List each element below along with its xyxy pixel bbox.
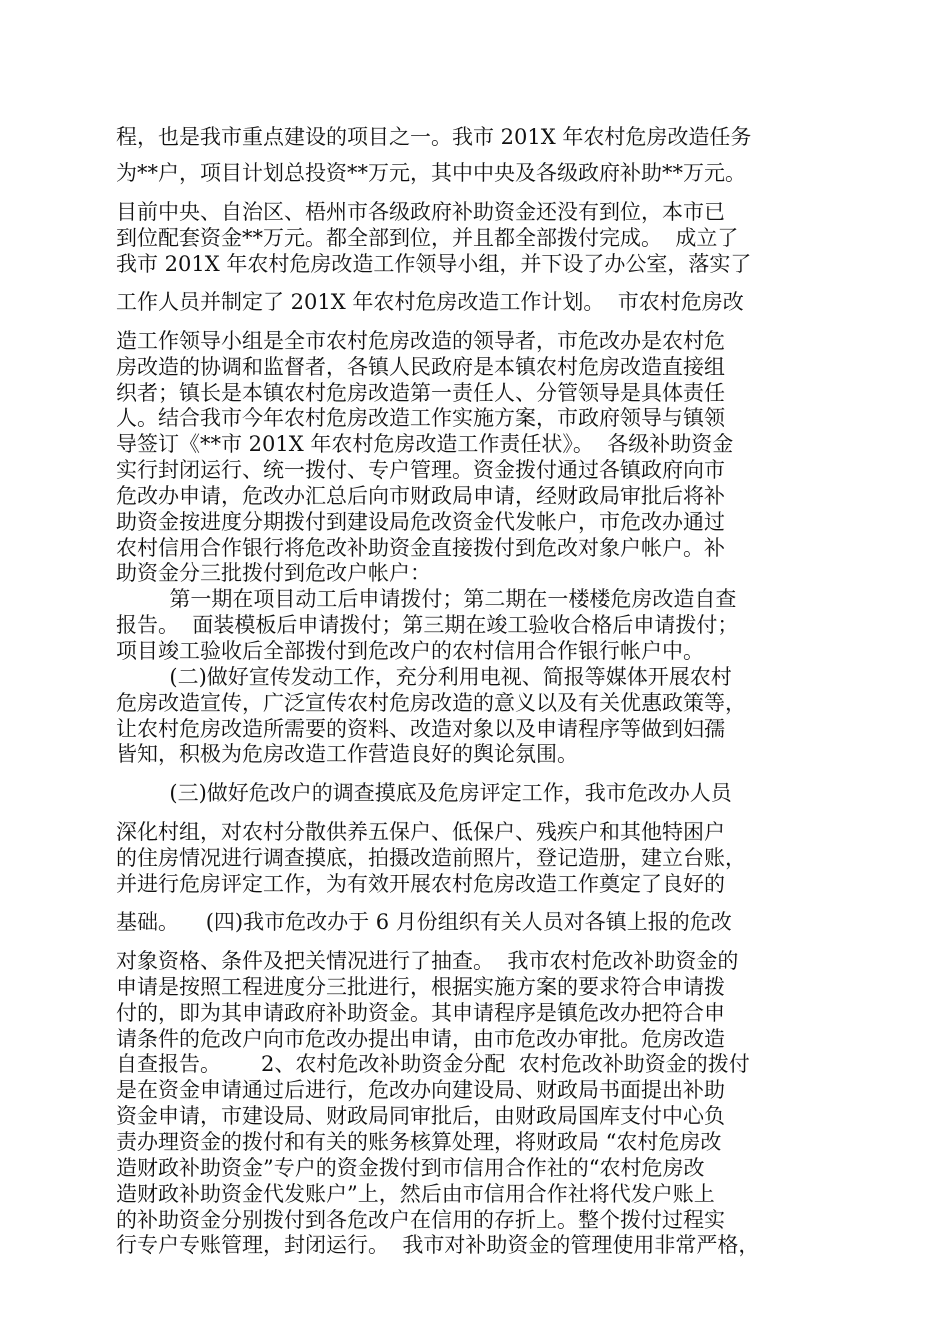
text-line: 的补助资金分别拨付到各危改户在信用的存折上。整个拨付过程实 (116, 1208, 725, 1232)
text-line: 织者；镇长是本镇农村危房改造第一责任人、分管领导是具体责任 (116, 381, 725, 405)
text-line: 资金申请，市建设局、财政局同审批后，由财政局国库支付中心负 (116, 1104, 725, 1128)
text-line: 并进行危房评定工作，为有效开展农村危房改造工作奠定了良好的 (116, 872, 725, 896)
text-line: 到位配套资金**万元。都全部到位，并且都全部拨付完成。 成立了 (116, 226, 739, 250)
text-line: 皆知，积极为危房改造工作营造良好的舆论氛围。 (116, 742, 578, 766)
text-line: 行专户专账管理，封闭运行。 我市对补助资金的管理使用非常严格， (116, 1233, 760, 1257)
text-line: 造财政补助资金代发账户”上，然后由市信用合作社将代发户账上 (116, 1182, 715, 1206)
text-line: 危改办申请，危改办汇总后向市财政局申请，经财政局审批后将补 (116, 484, 725, 508)
text-line: 危房改造宣传，广泛宣传农村危房改造的意义以及有关优惠政策等， (116, 691, 746, 715)
text-line: 责办理资金的拨付和有关的账务核算处理，将财政局 “农村危房改 (116, 1130, 722, 1154)
text-line: 造财政补助资金”专户的资金拨付到市信用合作社的“农村危房改 (116, 1156, 705, 1180)
text-line: 为**户，项目计划总投资**万元，其中中央及各级政府补助**万元。 (116, 161, 746, 185)
text-line: 我市 201X 年农村危房改造工作领导小组，并下设了办公室，落实了 (116, 252, 752, 276)
text-line: 人。结合我市今年农村危房改造工作实施方案，市政府领导与镇领 (116, 406, 725, 430)
text-line: 基础。 (四)我市危改办于 6 月份组织有关人员对各镇上报的危改 (116, 910, 732, 934)
text-line: 助资金按进度分期拨付到建设局危改资金代发帐户，市危改办通过 (116, 510, 725, 534)
text-line: 助资金分三批拨付到危改户帐户： (116, 561, 431, 585)
text-line: 农村信用合作银行将危改补助资金直接拨付到危改对象户帐户。补 (116, 536, 725, 560)
text-line: 程，也是我市重点建设的项目之一。我市 201X 年农村危房改造任务 (116, 125, 752, 149)
text-line: (二)做好宣传发动工作，充分利用电视、简报等媒体开展农村 (116, 665, 732, 689)
text-line: 申请是按照工程进度分三批进行，根据实施方案的要求符合申请拨 (116, 975, 725, 999)
text-line: 让农村危房改造所需要的资料、改造对象以及申请程序等做到妇孺 (116, 717, 725, 741)
text-line: 实行封闭运行、统一拨付、专户管理。资金拨付通过各镇政府向市 (116, 458, 725, 482)
text-line: 目前中央、自治区、梧州市各级政府补助资金还没有到位，本市已 (116, 200, 725, 224)
text-line: 付的，即为其申请政府补助资金。其申请程序是镇危改办把符合申 (116, 1001, 725, 1025)
text-line: 对象资格、条件及把关情况进行了抽查。 我市农村危改补助资金的 (116, 949, 739, 973)
text-line: 深化村组，对农村分散供养五保户、低保户、残疾户和其他特困户 (116, 820, 725, 844)
text-line: (三)做好危改户的调查摸底及危房评定工作，我市危改办人员 (116, 781, 732, 805)
text-line: 是在资金申请通过后进行，危改办向建设局、财政局书面提出补助 (116, 1078, 725, 1102)
text-line: 第一期在项目动工后申请拨付；第二期在一楼楼危房改造自查 (116, 587, 737, 611)
text-line: 造工作领导小组是全市农村危房改造的领导者，市危改办是农村危 (116, 329, 725, 353)
text-line: 的住房情况进行调查摸底，拍摄改造前照片，登记造册，建立台账， (116, 846, 746, 870)
text-line: 项目竣工验收后全部拨付到危改户的农村信用合作银行帐户中。 (116, 639, 704, 663)
text-line: 请条件的危改户向市危改办提出申请，由市危改办审批。危房改造 (116, 1027, 725, 1051)
text-line: 自查报告。 2、农村危改补助资金分配 农村危改补助资金的拨付 (116, 1052, 750, 1076)
text-line: 房改造的协调和监督者，各镇人民政府是本镇农村危房改造直接组 (116, 355, 725, 379)
text-line: 工作人员并制定了 201X 年农村危房改造工作计划。 市农村危房改 (116, 290, 744, 314)
text-line: 导签订《**市 201X 年农村危房改造工作责任状》。 各级补助资金 (116, 432, 734, 456)
text-line: 报告。 面装模板后申请拨付；第三期在竣工验收合格后申请拨付； (116, 613, 739, 637)
